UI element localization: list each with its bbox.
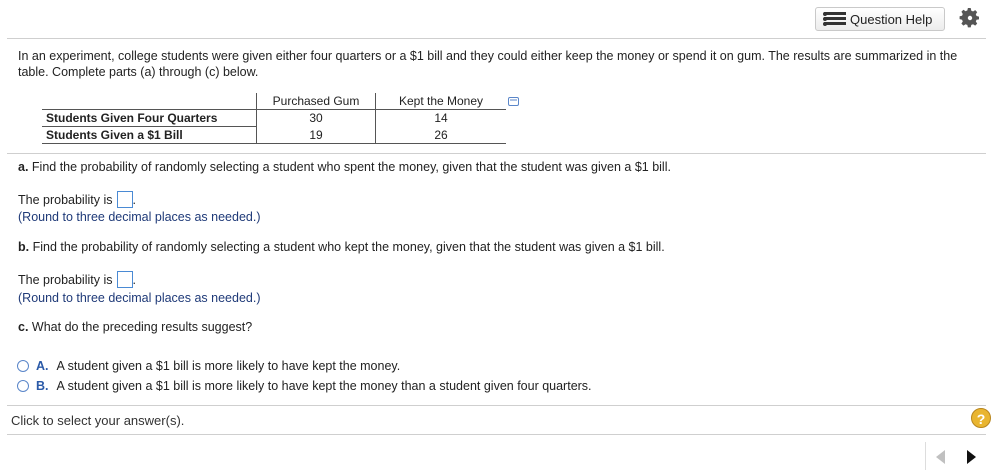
next-arrow-icon[interactable] [967,450,976,464]
col-header-kept-money: Kept the Money [376,93,507,110]
status-text: Click to select your answer(s). [11,413,185,428]
footer-divider-bottom [7,434,986,435]
table-row [42,110,506,127]
col-header-purchased-gum: Purchased Gum [257,93,376,110]
part-b-answer-prefix: The probability is [18,273,113,287]
row-label-four-quarters: Students Given Four Quarters [42,110,257,127]
problem-intro: In an experiment, college students were given either four quarters or a $1 bill and they could either keep the money or spend it on gum. The results are summarized in the table. Complete parts (a) through (c) below. [18,49,958,79]
gear-icon[interactable] [958,6,982,30]
part-a-hint: (Round to three decimal places as needed.) [18,210,261,224]
copy-table-icon[interactable] [508,97,520,107]
table-cell: 14 [434,111,448,126]
table-row [42,127,506,144]
part-a-question [18,160,671,174]
choice-a-letter: A. [36,359,49,373]
choice-b[interactable] [17,379,592,393]
list-icon [824,12,846,26]
data-table [42,93,506,144]
choice-b-text: A student given a $1 bill is more likely to have kept the money than a student given four quarters. [56,379,592,393]
part-c-label: c. [18,320,29,334]
table-cell: 30 [257,110,376,127]
choice-a[interactable] [17,359,400,373]
help-icon[interactable]: ? [971,408,991,428]
row-label-one-dollar: Students Given a $1 Bill [42,127,257,144]
part-b-answer-line [18,271,136,288]
part-a-answer-prefix: The probability is [18,193,113,207]
table-divider [7,153,986,154]
part-a-label: a. [18,160,29,174]
footer-divider-top [7,405,986,406]
part-b-text: Find the probability of randomly selecting a student who kept the money, given that the student was given a $1 bill. [32,240,665,254]
choice-b-letter: B. [36,379,49,393]
part-a-answer-input[interactable] [117,191,133,208]
table-corner [42,93,257,110]
part-b-hint: (Round to three decimal places as needed.) [18,291,261,305]
choice-a-radio[interactable] [17,360,29,372]
part-b-question [18,240,665,254]
part-b-answer-suffix: . [132,273,136,287]
table-cell: 26 [376,127,507,144]
choice-a-text: A student given a $1 bill is more likely to have kept the money. [56,359,401,373]
part-a-answer-line [18,191,136,208]
header-divider [7,38,986,39]
part-c-text: What do the preceding results suggest? [31,320,253,334]
top-toolbar [0,0,993,37]
question-help-label: Question Help [850,11,933,27]
previous-arrow-icon[interactable] [936,450,945,464]
question-help-button[interactable] [815,7,945,31]
nav-controls [925,442,990,470]
part-c-question [18,320,252,334]
table-cell: 19 [257,127,376,144]
part-a-answer-suffix: . [132,193,136,207]
part-b-answer-input[interactable] [117,271,133,288]
choice-b-radio[interactable] [17,380,29,392]
part-b-label: b. [18,240,30,254]
part-a-text: Find the probability of randomly selecting a student who spent the money, given that the student was given a $1 bill. [31,160,671,174]
